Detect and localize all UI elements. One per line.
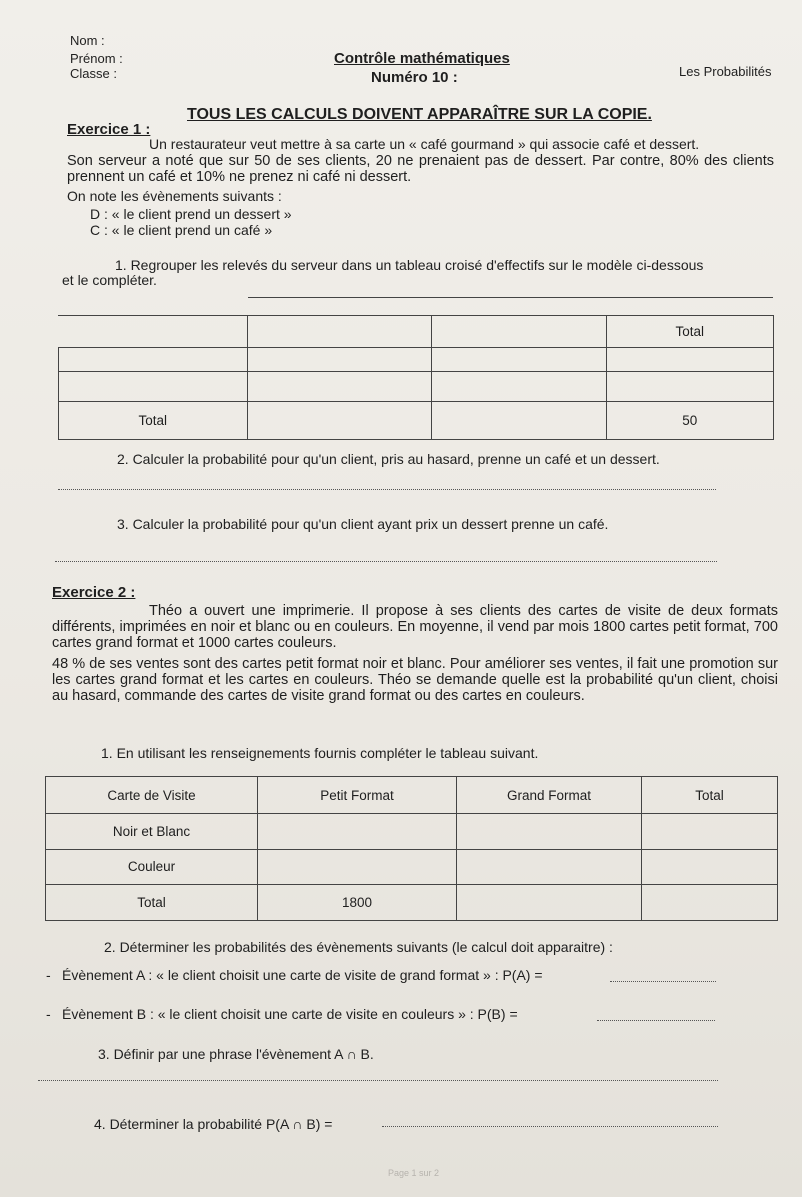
ex1-question-2: 2. Calculer la probabilité pour qu'un client, pris au hasard, prenne un café et un dessert.: [117, 451, 660, 467]
ex1-cell[interactable]: [606, 348, 774, 372]
ex1-cell[interactable]: [431, 372, 606, 402]
header-total: Total: [642, 777, 778, 814]
ex1-total-col-header: Total: [606, 316, 774, 348]
answer-line-pa[interactable]: [610, 981, 716, 982]
header-petit-format: Petit Format: [258, 777, 457, 814]
ex2-question-1: 1. En utilisant les renseignements fournis compléter le tableau suivant.: [101, 745, 539, 761]
ex1-cell[interactable]: [247, 316, 431, 348]
ex2-question-4: 4. Déterminer la probabilité P(A ∩ B) =: [94, 1116, 333, 1132]
ex1-corner-cell: [59, 316, 248, 348]
exercise-1-title: Exercice 1 :: [67, 121, 151, 138]
header-carte-de-visite: Carte de Visite: [46, 777, 258, 814]
ex1-question-1-continued: et le compléter.: [62, 272, 157, 288]
ex2-cell[interactable]: [457, 849, 642, 884]
instruction-banner: TOUS LES CALCULS DOIVENT APPARAÎTRE SUR LA COPIE.: [187, 106, 652, 123]
answer-line[interactable]: [58, 489, 716, 490]
ex1-cell[interactable]: [606, 372, 774, 402]
ex2-cell[interactable]: [642, 814, 778, 849]
exercise-2-title: Exercice 2 :: [52, 584, 136, 601]
row-noir-et-blanc: Noir et Blanc: [46, 814, 258, 849]
ex2-table: [45, 776, 778, 921]
prenom-label: Prénom :: [70, 51, 123, 66]
ex1-cell[interactable]: [247, 402, 431, 440]
event-a: Évènement A : « le client choisit une carte de visite de grand format » : P(A) =: [62, 967, 543, 983]
nom-label: Nom :: [70, 33, 105, 48]
ex1-question-3: 3. Calculer la probabilité pour qu'un client ayant prix un dessert prenne un café.: [117, 516, 609, 532]
exam-theme: Les Probabilités: [679, 64, 772, 79]
ex2-cell[interactable]: [457, 814, 642, 849]
ex1-grand-total: 50: [606, 402, 774, 440]
ex2-cell[interactable]: [642, 849, 778, 884]
ex2-paragraph-2: 48 % de ses ventes sont des cartes petit format noir et blanc. Pour améliorer ses ventes, il fait une promotion sur les cartes grand format et les cartes en couleurs. Théo se demande quelle est la probabilité qu'un client, choisi au hasard, commande des cartes de visite grand format ou des cartes en couleurs.: [52, 656, 778, 704]
ex2-question-2: 2. Déterminer les probabilités des évènements suivants (le calcul doit apparaitre) :: [104, 939, 613, 955]
answer-line-pb[interactable]: [597, 1020, 715, 1021]
row-total: Total: [46, 884, 258, 920]
ex1-intro-paragraph: Son serveur a noté que sur 50 de ses clients, 20 ne prenaient pas de dessert. Par contre, 80% des clients prennent un café et 10% ne prenez ni café ni dessert.: [67, 153, 774, 185]
ex1-cell[interactable]: [431, 348, 606, 372]
ex2-question-3: 3. Définir par une phrase l'évènement A ∩ B.: [98, 1046, 374, 1062]
ex2-cell[interactable]: [258, 814, 457, 849]
ex1-cell[interactable]: [431, 316, 606, 348]
ex1-table: [58, 315, 774, 440]
ex1-cell[interactable]: [59, 348, 248, 372]
ex1-events-intro: On note les évènements suivants :: [67, 188, 282, 204]
ex2-cell[interactable]: [642, 884, 778, 920]
ex1-intro-line: Un restaurateur veut mettre à sa carte un « café gourmand » qui associe café et dessert.: [149, 136, 700, 152]
total-petit-format: 1800: [258, 884, 457, 920]
ex1-cell[interactable]: [247, 372, 431, 402]
ex2-cell[interactable]: [258, 849, 457, 884]
exam-number: Numéro 10 :: [371, 69, 458, 86]
page-number: Page 1 sur 2: [388, 1168, 440, 1178]
exam-title: Contrôle mathématiques: [334, 50, 510, 67]
ex1-cell[interactable]: [431, 402, 606, 440]
ex1-cell[interactable]: [247, 348, 431, 372]
ex1-total-row-header: Total: [59, 402, 248, 440]
ex2-paragraph-1: Théo a ouvert une imprimerie. Il propose à ses clients des cartes de visite de deux formats différents, imprimées en noir et blanc ou en couleurs. En moyenne, il vend par mois 1800 cartes petit format, 700 cartes grand format et 1000 cartes couleurs.: [52, 603, 778, 651]
event-d: D : « le client prend un dessert »: [90, 206, 292, 222]
classe-label: Classe :: [70, 66, 117, 81]
answer-line[interactable]: [38, 1080, 718, 1081]
answer-line[interactable]: [55, 561, 717, 562]
ex2-cell[interactable]: [457, 884, 642, 920]
ex1-question-1: 1. Regrouper les relevés du serveur dans un tableau croisé d'effectifs sur le modèle ci-dessous: [115, 257, 704, 273]
bullet-dash: -: [46, 967, 51, 983]
row-couleur: Couleur: [46, 849, 258, 884]
event-b: Évènement B : « le client choisit une carte de visite en couleurs » : P(B) =: [62, 1006, 518, 1022]
event-c: C : « le client prend un café »: [90, 222, 273, 238]
answer-line-pab[interactable]: [382, 1126, 718, 1127]
ex1-cell[interactable]: [59, 372, 248, 402]
bullet-dash: -: [46, 1006, 51, 1022]
header-grand-format: Grand Format: [457, 777, 642, 814]
